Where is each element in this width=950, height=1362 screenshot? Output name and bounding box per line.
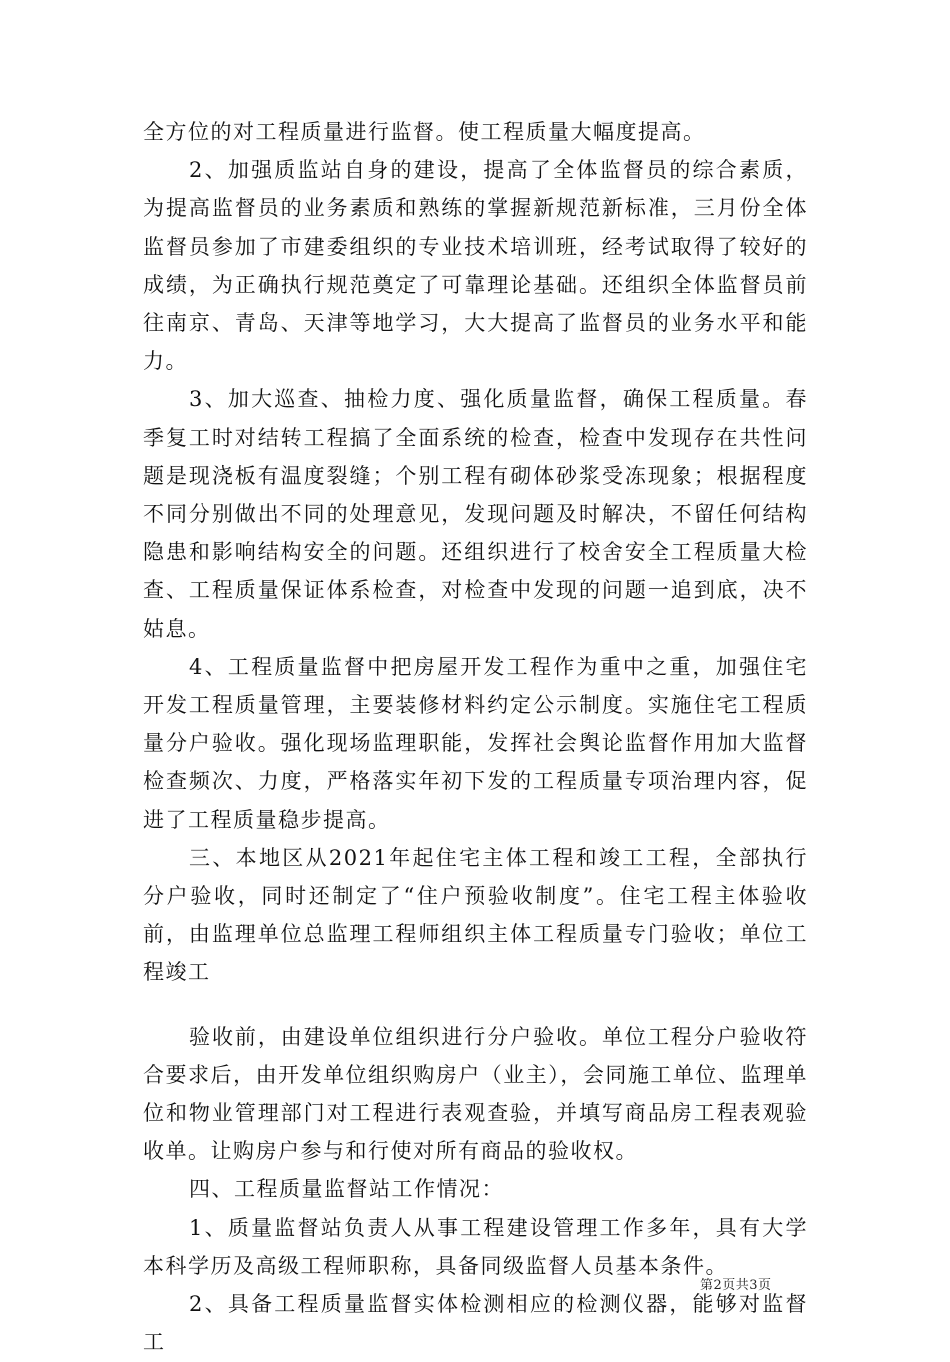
paragraph-item-4-housing-development: 4、工程质量监督中把房屋开发工程作为重中之重，加强住宅开发工程质量管理，主要装修材料约定公示制度。实施住宅工程质量分户验收。强化现场监理职能，发挥社会舆论监督作用加大监督检查频次、力度，严格落实年初下发的工程质量专项治理内容，促进了工程质量稳步提高。 [143,654,808,832]
page-number-footer: 第2页共3页 [700,1278,772,1293]
paragraph-item-3-inspection: 3、加大巡查、抽检力度、强化质量监督，确保工程质量。春季复工时对结转工程搞了全面系统的检查，检查中发现存在共性问题是现浇板有温度裂缝；个别工程有砌体砂浆受冻现象；根据程度不同分别做出不同的处理意见，发现问题及时解决，不留任何结构隐患和影响结构安全的问题。还组织进行了校舍安全工程质量大检查、工程质量保证体系检查，对检查中发现的问题一追到底，决不姑息。 [143,387,808,641]
section-heading-4-supervision-station: 四、工程质量监督站工作情况： [189,1177,504,1202]
paragraph-continuation: 全方位的对工程质量进行监督。使工程质量大幅度提高。 [143,120,706,144]
paragraph-item-1-station-head: 1、质量监督站负责人从事工程建设管理工作多年，具有大学本科学历及高级工程师职称，具备同级监督人员基本条件。 [143,1215,808,1278]
paragraph-item-2-supervision-staff: 2、加强质监站自身的建设，提高了全体监督员的综合素质，为提高监督员的业务素质和熟练的掌握新规范新标准，三月份全体监督员参加了市建委组织的专业技术培训班，经考试取得了较好的成绩，为正确执行规范奠定了可靠理论基础。还组织全体监督员前往南京、青岛、天津等地学习，大大提高了监督员的业务水平和能力。 [143,158,808,374]
paragraph-acceptance-procedure: 验收前，由建设单位组织进行分户验收。单位工程分户验收符合要求后，由开发单位组织购房户（业主），会同施工单位、监理单位和物业管理部门对工程进行表观查验，并填写商品房工程表观验收单。让购房户参与和行使对所有商品的验收权。 [143,1024,808,1164]
document-body [143,113,808,1362]
paragraph-item-2-equipment: 2、具备工程质量监督实体检测相应的检测仪器，能够对监督工 [143,1292,808,1355]
paragraph-section-3-household-acceptance: 三、本地区从2021年起住宅主体工程和竣工工程，全部执行分户验收，同时还制定了“住户预验收制度”。住宅工程主体验收前，由监理单位总监理工程师组织主体工程质量专门验收；单位工程竣工 [143,845,808,985]
